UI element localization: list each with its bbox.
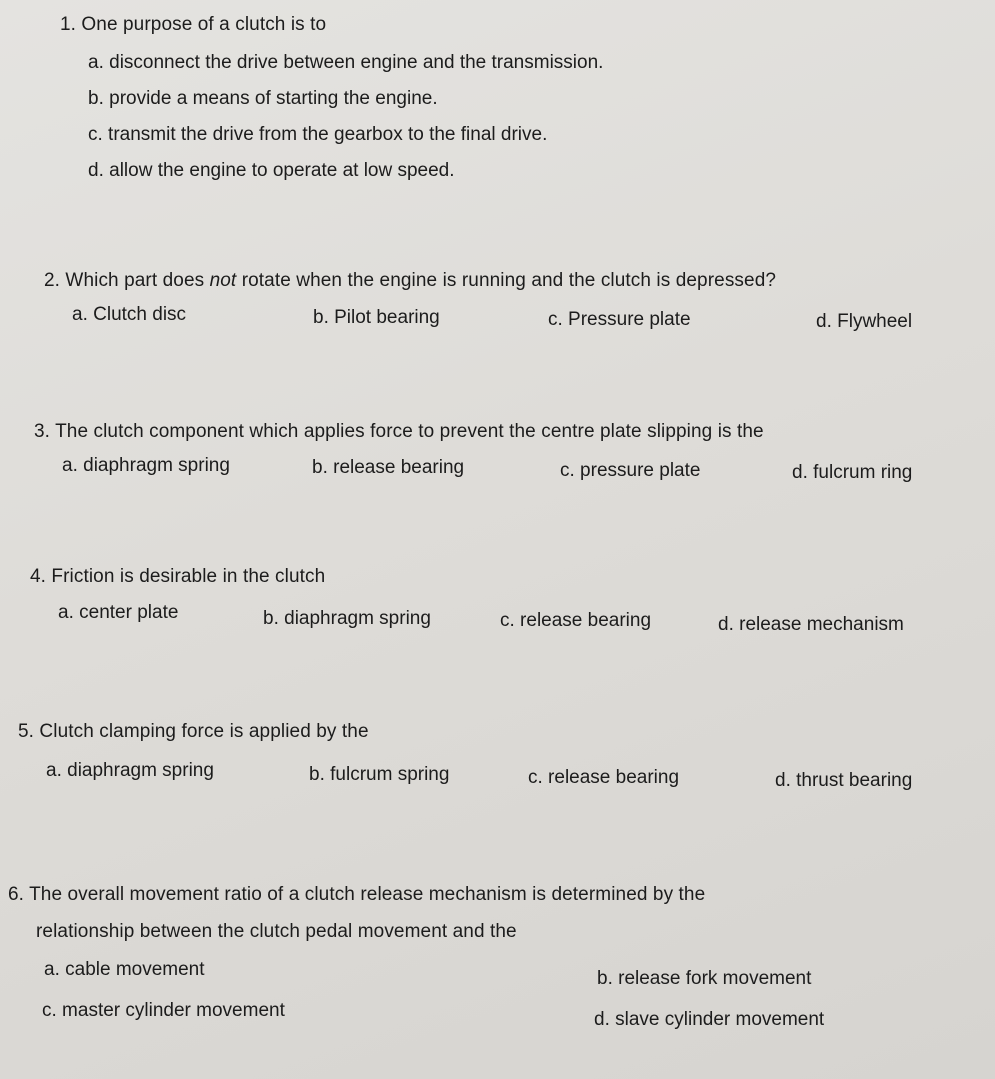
- question-6-option-c: c. master cylinder movement: [42, 1000, 285, 1021]
- question-4-option-d: d. release mechanism: [718, 614, 904, 635]
- question-5-option-a: a. diaphragm spring: [46, 760, 214, 781]
- question-2-option-c: c. Pressure plate: [548, 309, 691, 330]
- question-2-option-d: d. Flywheel: [816, 311, 913, 332]
- question-2-stem-before: 2. Which part does: [44, 270, 210, 291]
- question-3-option-c: c. pressure plate: [560, 460, 701, 481]
- question-1-option-c: c. transmit the drive from the gearbox to the final drive.: [88, 124, 548, 145]
- question-1-stem: 1. One purpose of a clutch is to: [60, 14, 327, 35]
- question-1-option-b: b. provide a means of starting the engine.: [88, 88, 438, 109]
- question-6-stem-line-2: relationship between the clutch pedal movement and the: [36, 921, 517, 942]
- question-2-option-a: a. Clutch disc: [72, 304, 187, 325]
- question-3-option-a: a. diaphragm spring: [62, 455, 230, 476]
- question-6-option-b: b. release fork movement: [597, 968, 812, 989]
- question-5-option-b: b. fulcrum spring: [309, 764, 450, 785]
- question-3-option-d: d. fulcrum ring: [792, 462, 913, 483]
- question-1-option-d: d. allow the engine to operate at low speed.: [88, 160, 455, 181]
- question-4-option-a: a. center plate: [58, 602, 179, 623]
- question-2-option-b: b. Pilot bearing: [313, 307, 440, 328]
- question-4-stem: 4. Friction is desirable in the clutch: [30, 566, 326, 587]
- question-3-option-b: b. release bearing: [312, 457, 465, 478]
- question-5-stem: 5. Clutch clamping force is applied by the: [18, 721, 369, 742]
- question-2-stem-after: rotate when the engine is running and the clutch is depressed?: [236, 270, 777, 291]
- question-5-option-d: d. thrust bearing: [775, 770, 913, 791]
- question-4-option-b: b. diaphragm spring: [263, 608, 431, 629]
- question-6-option-a: a. cable movement: [44, 959, 205, 980]
- question-4-option-c: c. release bearing: [500, 610, 652, 631]
- question-2-stem-emphasis: not: [209, 270, 237, 291]
- question-5-option-c: c. release bearing: [528, 767, 680, 788]
- question-3-stem: 3. The clutch component which applies force to prevent the centre plate slipping is the: [34, 421, 764, 442]
- question-2-stem: [44, 270, 776, 292]
- question-1-option-a: a. disconnect the drive between engine and the transmission.: [88, 52, 604, 73]
- question-6-option-d: d. slave cylinder movement: [594, 1009, 825, 1030]
- question-6-stem-line-1: 6. The overall movement ratio of a clutch release mechanism is determined by the: [8, 884, 706, 905]
